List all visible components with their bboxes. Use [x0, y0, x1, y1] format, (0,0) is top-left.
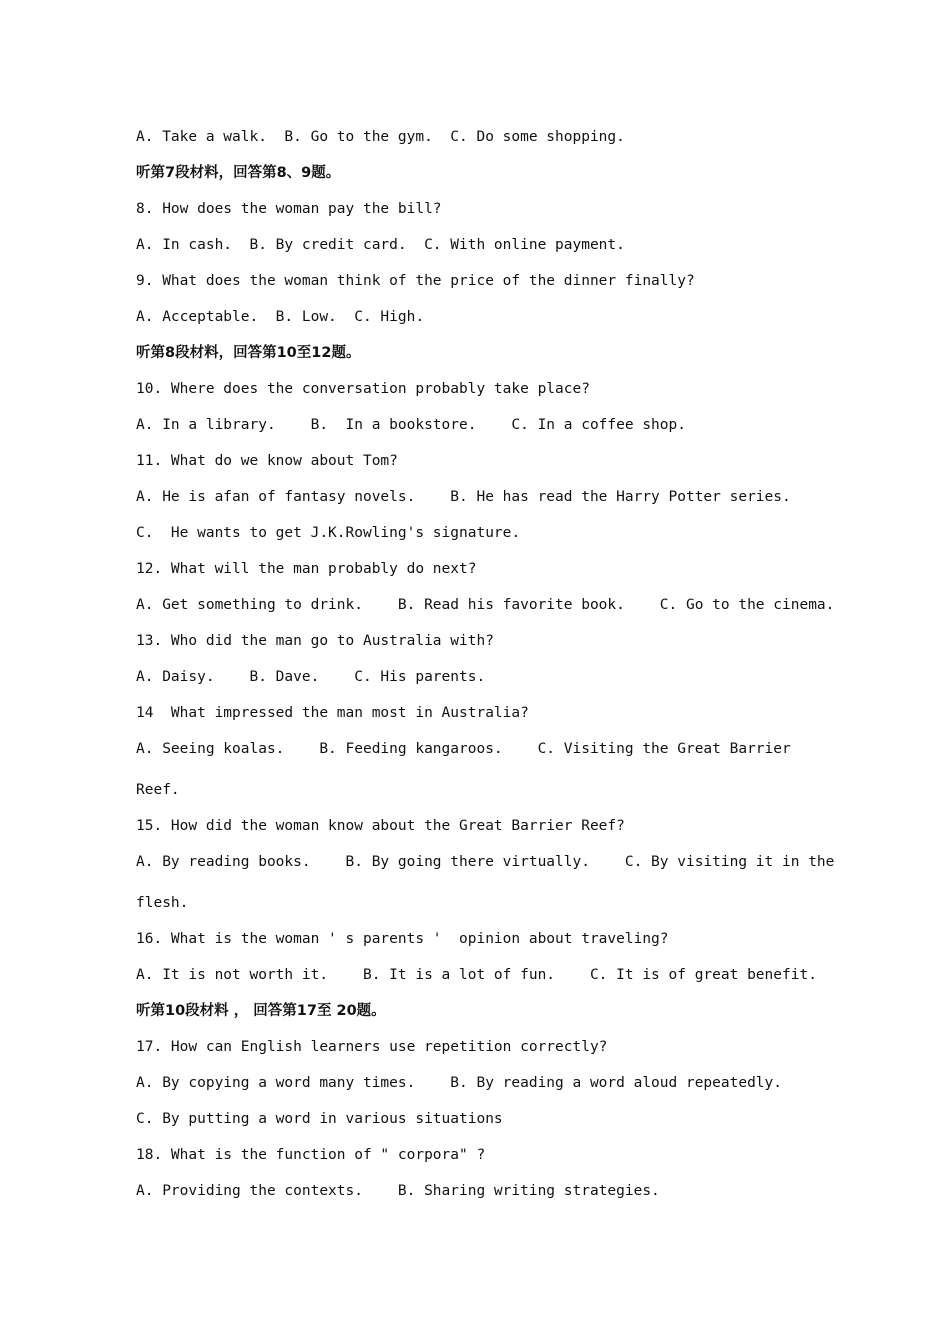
options-q10: A. In a library. B. In a bookstore. C. In a coffee shop.	[136, 417, 686, 433]
options-q14: A. Seeing koalas. B. Feeding kangaroos. C. Visiting the Great Barrier	[136, 741, 791, 757]
question-10: 10. Where does the conversation probably take place?	[136, 381, 590, 397]
options-q13: A. Daisy. B. Dave. C. His parents.	[136, 669, 486, 685]
question-11: 11. What do we know about Tom?	[136, 453, 398, 469]
question-13: 13. Who did the man go to Australia with?	[136, 633, 494, 649]
options-q11-c: C. He wants to get J.K.Rowling's signature.	[136, 525, 521, 541]
question-14: 14 What impressed the man most in Australia?	[136, 705, 529, 721]
options-q17-ab: A. By copying a word many times. B. By reading a word aloud repeatedly.	[136, 1075, 783, 1091]
options-q7: A. Take a walk. B. Go to the gym. C. Do some shopping.	[136, 129, 625, 145]
options-q12: A. Get something to drink. B. Read his favorite book. C. Go to the cinema.	[136, 597, 835, 613]
options-q15-cont: flesh.	[136, 895, 189, 911]
options-q11-ab: A. He is afan of fantasy novels. B. He has read the Harry Potter series.	[136, 489, 791, 505]
question-9: 9. What does the woman think of the price of the dinner finally?	[136, 273, 695, 289]
section-heading-10: 听第10段材料 ， 回答第17至 20题。	[136, 1003, 386, 1019]
question-17: 17. How can English learners use repetition correctly?	[136, 1039, 608, 1055]
options-q18: A. Providing the contexts. B. Sharing writing strategies.	[136, 1183, 660, 1199]
options-q8: A. In cash. B. By credit card. C. With online payment.	[136, 237, 625, 253]
question-15: 15. How did the woman know about the Great Barrier Reef?	[136, 818, 625, 834]
question-18: 18. What is the function of " corpora" ?	[136, 1147, 486, 1163]
section-heading-8: 听第8段材料，回答第10至12题。	[136, 345, 361, 361]
section-heading-7: 听第7段材料，回答第8、9题。	[136, 165, 341, 181]
options-q9: A. Acceptable. B. Low. C. High.	[136, 309, 425, 325]
options-q15: A. By reading books. B. By going there virtually. C. By visiting it in the	[136, 854, 835, 870]
question-8: 8. How does the woman pay the bill?	[136, 201, 442, 217]
options-q17-c: C. By putting a word in various situations	[136, 1111, 503, 1127]
question-12: 12. What will the man probably do next?	[136, 561, 477, 577]
options-q16: A. It is not worth it. B. It is a lot of fun. C. It is of great benefit.	[136, 967, 817, 983]
options-q14-cont: Reef.	[136, 782, 180, 798]
question-16: 16. What is the woman ' s parents ' opinion about traveling?	[136, 931, 669, 947]
